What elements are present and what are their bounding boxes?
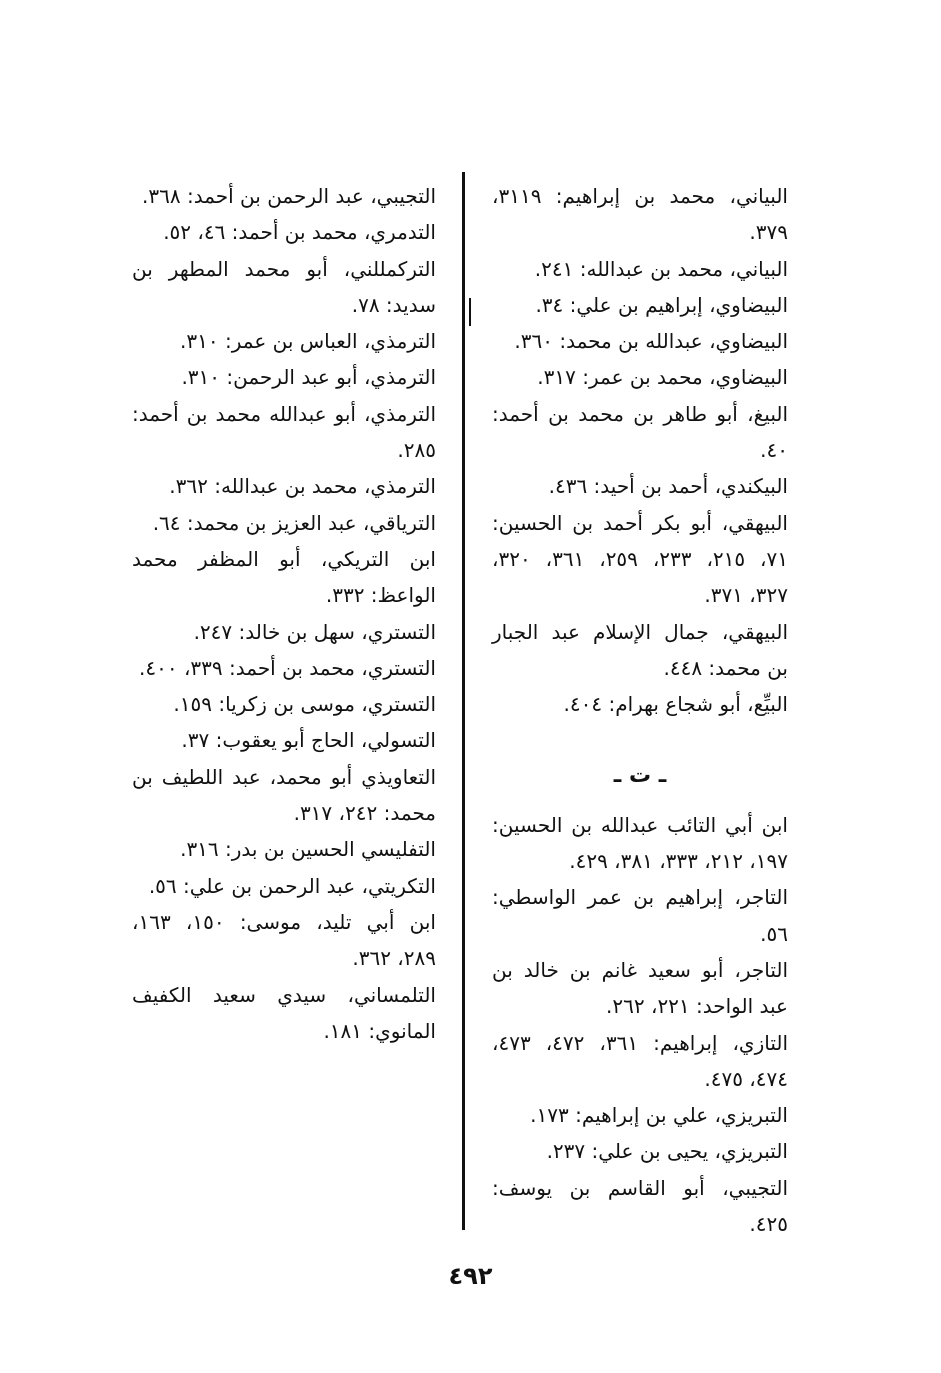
index-entry: البيضاوي، محمد بن عمر: ٣١٧. [537, 365, 788, 390]
index-entry: التجيبي، أبو القاسم بن يوسف: ٤٢٥. [492, 1175, 788, 1237]
index-entry: الترمذي، أبو عبد الرحمن: ٣١٠. [181, 365, 436, 390]
divider-mark [469, 298, 471, 326]
index-entry: التلمساني، سيدي سعيد الكفيف المانوي: ١٨١. [132, 982, 436, 1043]
index-entry: التكريتي، عبد الرحمن بن علي: ٥٦. [148, 873, 436, 898]
entry-list-ta [492, 807, 788, 1243]
index-entry: التاجر، أبو سعيد غانم بن خالد بن عبد الواحد: ٢٢١، ٢٦٢. [492, 957, 788, 1019]
index-entry: التجيبي، عبد الرحمن بن أحمد: ٣٦٨. [142, 184, 436, 208]
index-entry: البياني، محمد بن عبدالله: ٢٤١. [534, 256, 788, 281]
index-entry: التعاويذي أبو محمد، عبد اللطيف بن محمد: ٢٤٢، ٣١٧. [132, 764, 436, 826]
index-entry: البيهقي، جمال الإسلام عبد الجبار بن محمد: ٤٤٨. [492, 619, 788, 680]
index-entry: الترمذي، أبو عبدالله محمد بن أحمد: ٢٨٥. [132, 401, 436, 463]
index-entry: البيضاوي، عبدالله بن محمد: ٣٦٠. [514, 329, 788, 354]
index-entry: ابن أبي التائب عبدالله بن الحسين: ١٩٧، ٢١٢، ٣٣٣، ٣٨١، ٤٢٩. [492, 812, 788, 874]
index-entry: البيِّع، أبو شجاع بهرام: ٤٠٤. [563, 692, 788, 717]
index-entry: التدمري، محمد بن أحمد: ٤٦، ٥٢. [163, 220, 436, 245]
index-entry: ابن أبي تليد، موسى: ١٥٠، ١٦٣، ٢٨٩، ٣٦٢. [132, 909, 436, 971]
index-entry: الترمذي، محمد بن عبدالله: ٣٦٢. [169, 474, 436, 499]
index-entry: التسولي، الحاج أبو يعقوب: ٣٧. [181, 728, 436, 753]
page-number: ٤٩٢ [448, 1262, 493, 1290]
index-column-left [132, 178, 436, 1049]
index-entry: التستري، موسى بن زكريا: ١٥٩. [173, 692, 436, 717]
index-entry: التفليسي الحسين بن بدر: ٣١٦. [180, 837, 436, 862]
section-heading-ta: ـ ت ـ [613, 763, 667, 789]
index-entry: التركمللني، أبو محمد المطهر بن سديد: ٧٨. [132, 256, 436, 317]
index-entry: التستري، محمد بن أحمد: ٣٣٩، ٤٠٠. [139, 655, 436, 680]
index-entry: البيكندي، أحمد بن أحيد: ٤٣٦. [548, 474, 788, 499]
index-entry: ابن التريكي، أبو المظفر محمد الواعظ: ٣٣٢. [132, 546, 436, 608]
column-divider [462, 172, 465, 1230]
index-entry: التازي، إبراهيم: ٣٦١، ٤٧٢، ٤٧٣، ٤٧٤، ٤٧٥. [492, 1030, 789, 1091]
index-entry: التاجر، إبراهيم بن عمر الواسطي: ٥٦. [492, 885, 788, 946]
index-entry: البيغ، أبو طاهر بن محمد بن أحمد: ٤٠. [492, 401, 788, 463]
index-entry: البياني، محمد بن إبراهيم: ٣١١٩، ٣٧٩. [492, 184, 788, 245]
index-entry: التبريزي، يحيى بن علي: ٢٣٧. [546, 1139, 788, 1164]
index-entry: الترياقي، عبد العزيز بن محمد: ٦٤. [152, 510, 436, 535]
index-entry: البيضاوي، إبراهيم بن علي: ٣٤. [535, 292, 788, 317]
index-column-right [492, 178, 788, 1242]
index-entry: الترمذي، العباس بن عمر: ٣١٠. [180, 329, 436, 354]
index-entry: البيهقي، أبو بكر أحمد بن الحسين: ٧١، ٢١٥، ٢٣٣، ٢٥٩، ٣٦١، ٣٢٠، ٣٢٧، ٣٧١. [492, 510, 788, 608]
index-entry: التستري، سهل بن خالد: ٢٤٧. [193, 619, 436, 644]
index-entry: التبريزي، علي بن إبراهيم: ١٧٣. [530, 1103, 788, 1128]
entry-list-ba [492, 178, 788, 722]
